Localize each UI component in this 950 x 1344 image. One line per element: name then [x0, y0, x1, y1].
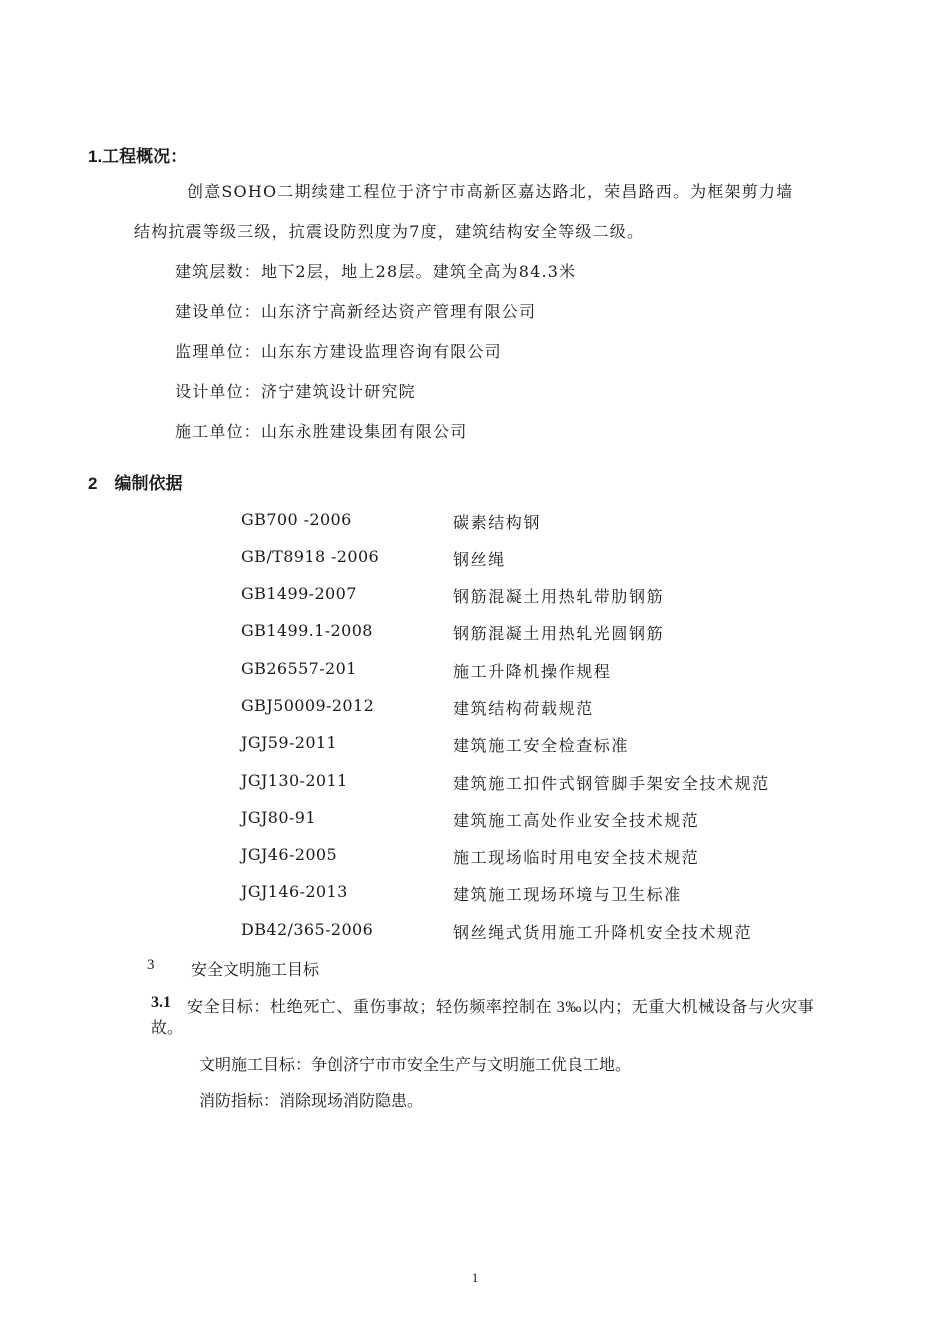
standard-title: 施工现场临时用电安全技术规范	[453, 848, 700, 867]
standard-title: 建筑结构荷载规范	[453, 699, 594, 718]
standard-code: JGJ80-91	[241, 808, 316, 827]
standard-title: 建筑施工现场环境与卫生标准	[453, 885, 682, 904]
standard-code: JGJ59-2011	[241, 733, 338, 752]
civilized-target: 文明施工目标：争创济宁市市安全生产与文明施工优良工地。	[199, 1057, 632, 1074]
standard-title: 建筑施工扣件式钢管脚手架安全技术规范	[453, 774, 770, 793]
standard-code: DB42/365-2006	[241, 920, 374, 939]
standard-code: GBJ50009-2012	[241, 696, 375, 715]
standard-code: GB700 -2006	[241, 510, 352, 529]
standard-code: GB1499-2007	[241, 584, 357, 603]
standard-title: 钢丝绳	[453, 550, 506, 569]
building-floors: 建筑层数：地下2层，地上28层。建筑全高为84.3米	[175, 262, 577, 281]
designer-unit: 设计单位：济宁建筑设计研究院	[175, 382, 416, 401]
standard-title: 钢筋混凝土用热轧光圆钢筋	[453, 624, 665, 643]
section3-heading: 安全文明施工目标	[191, 962, 320, 979]
standard-code: GB1499.1-2008	[241, 621, 373, 640]
standard-code: JGJ130-2011	[241, 771, 348, 790]
contractor-unit: 施工单位：山东永胜建设集团有限公司	[175, 422, 468, 441]
standard-title: 钢丝绳式货用施工升降机安全技术规范	[453, 923, 753, 942]
overview-para-line1: 创意SOHO二期续建工程位于济宁市高新区嘉达路北，荣昌路西。为框架剪力墙	[187, 182, 794, 201]
safety-target-line1: 安全目标：杜绝死亡、重伤事故；轻伤频率控制在 3‰以内；无重大机械设备与火灾事	[187, 999, 815, 1016]
standard-title: 建筑施工安全检查标准	[453, 736, 630, 755]
overview-para-line2: 结构抗震等级三级，抗震设防烈度为7度，建筑结构安全等级二级。	[134, 222, 645, 241]
standard-title: 钢筋混凝土用热轧带肋钢筋	[453, 587, 665, 606]
section3-number: 3	[147, 957, 155, 973]
subsection-number: 3.1	[151, 994, 171, 1011]
section1-heading: 1.工程概况：	[88, 147, 188, 166]
page-number: 1	[471, 1270, 479, 1285]
standard-title: 碳素结构钢	[453, 513, 542, 532]
standard-code: GB26557-201	[241, 659, 357, 678]
standard-code: JGJ46-2005	[241, 845, 338, 864]
owner-unit: 建设单位：山东济宁高新经达资产管理有限公司	[175, 302, 537, 321]
supervisor-unit: 监理单位：山东东方建设监理咨询有限公司	[175, 342, 502, 361]
standard-code: JGJ146-2013	[241, 882, 348, 901]
standard-title: 施工升降机操作规程	[453, 662, 612, 681]
section2-heading: 2 编制依据	[88, 474, 183, 493]
safety-target-line2: 故。	[151, 1020, 184, 1037]
standard-title: 建筑施工高处作业安全技术规范	[453, 811, 700, 830]
fire-target: 消防指标：消除现场消防隐患。	[199, 1093, 424, 1110]
standard-code: GB/T8918 -2006	[241, 547, 380, 566]
